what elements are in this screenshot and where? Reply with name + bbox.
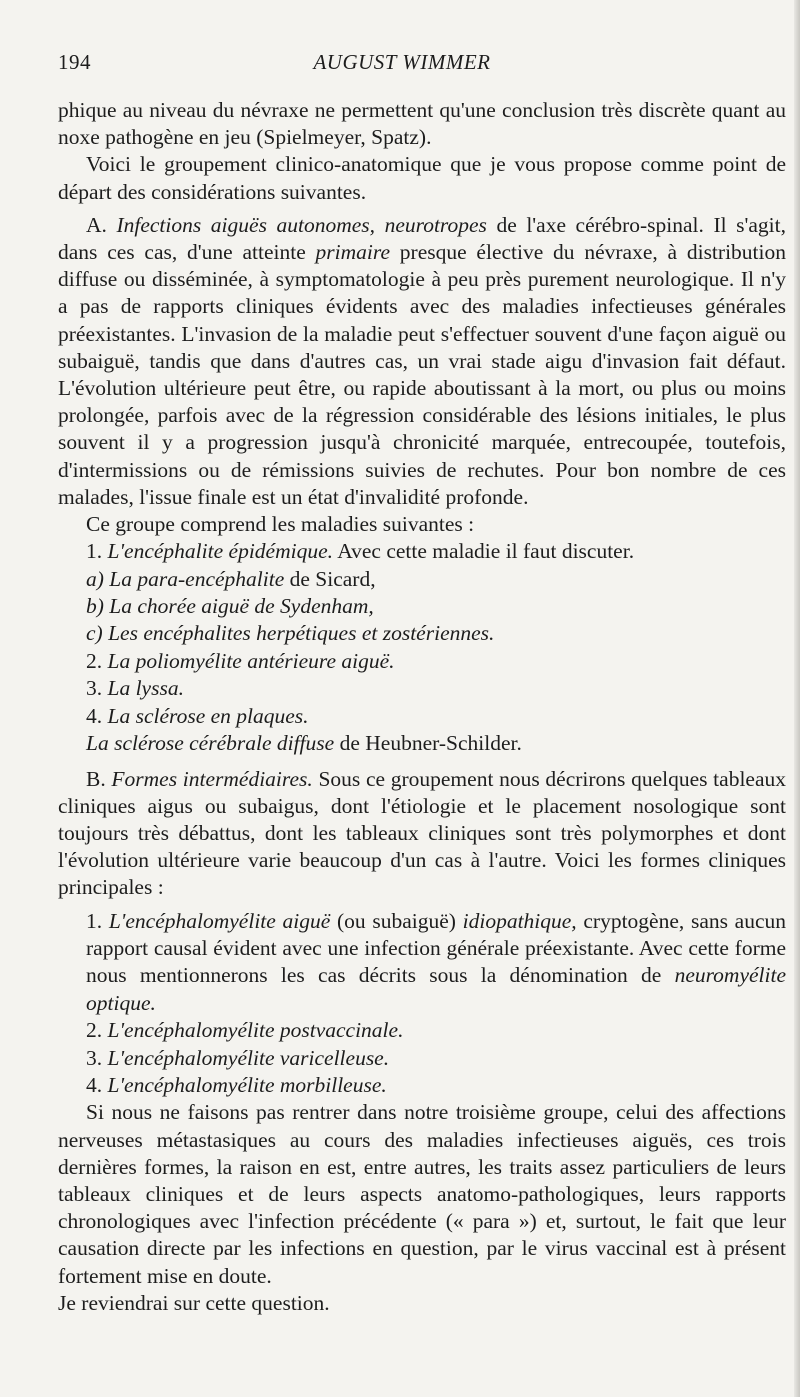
section-a-title: Infections aiguës autonomes, neurotropes [116, 212, 487, 237]
list-item [58, 620, 786, 647]
item-number: 2. [86, 648, 103, 673]
item-title: Les encéphalites herpétiques et zostériennes. [108, 621, 495, 646]
item-number: a) [86, 566, 104, 591]
paragraph-continuation: phique au niveau du névraxe ne permettent qu'une conclusion très discrète quant au noxe pathogène en jeu (Spielmeyer, Spatz). [58, 98, 786, 150]
item-number: b) [86, 594, 104, 619]
list-item [58, 1017, 786, 1044]
item-number: c) [86, 621, 103, 646]
item-title: L'encéphalite épidémique. [107, 539, 333, 564]
list-item [58, 566, 786, 593]
list-item [58, 908, 786, 1018]
item-title: L'encéphalomyélite postvaccinale. [107, 1018, 404, 1043]
section-b-title: Formes intermédiaires. [111, 766, 313, 791]
paragraph-group-intro: Ce groupe comprend les maladies suivantes : [86, 512, 475, 537]
list-item [58, 730, 786, 757]
section-b-text: Sous ce groupement nous décrirons quelques tableaux cliniques aigus ou subaigus, dont l'étiologie et le placement nosologique sont toujours très débattus, dont les tableaux cliniques sont très polymorphes et dont l'évolution ultérieure varie beaucoup d'un cas à l'autre. Voici les formes cliniques principales : [58, 766, 787, 900]
list-item [58, 1072, 786, 1099]
list-item [58, 538, 786, 565]
item-number: 1. [86, 908, 103, 933]
item-italic: idiopathique, [462, 908, 577, 933]
section-a-italic: primaire [315, 240, 390, 265]
item-number: 3. [86, 1045, 103, 1070]
paragraph-grouping-intro: Voici le groupement clinico-anatomique que je vous propose comme point de départ des considérations suivantes. [58, 152, 786, 204]
item-text: de Sicard, [284, 566, 376, 591]
item-number: 2. [86, 1018, 103, 1043]
item-title: L'encéphalomyélite varicelleuse. [107, 1045, 390, 1070]
book-page [58, 50, 786, 1317]
section-b-label: B. [86, 766, 106, 791]
item-number: 1. [86, 539, 103, 564]
item-text: (ou subaiguë) [330, 908, 463, 933]
running-header [58, 50, 786, 75]
list-item [58, 1045, 786, 1072]
item-text-cont: cryptogène, sans aucun rapport causal évident avec une infection générale préexistante. Avec cette forme nous mentionnerons les cas décrits sous la dénomination de [86, 908, 787, 988]
item-number: 3. [86, 676, 103, 701]
item-title: La poliomyélite antérieure aiguë. [107, 648, 395, 673]
paragraph-closing: Si nous ne faisons pas rentrer dans notre troisième groupe, celui des affections nerveuses métastasiques au cours des maladies infectieuses aiguës, ces trois dernières formes, la raison en est, entre autres, les traits assez particuliers de leurs tableaux cliniques et de leurs aspects anatomo-pathologiques, leurs rapports chronologiques avec l'infection précédente (« para ») et, surtout, le fait que leur causation directe par les infections en question, par le virus vaccinal est à présent fortement mise en doute. [58, 1100, 786, 1288]
section-a-text: de l'axe cérébro-spinal. Il s'agit, dans ces cas, d'une atteinte [58, 212, 786, 265]
running-title: AUGUST WIMMER [313, 50, 491, 74]
paragraph-section-a [58, 212, 786, 511]
item-title: L'encéphalomyélite morbilleuse. [107, 1072, 387, 1097]
list-item [58, 593, 786, 620]
list-item [58, 703, 786, 730]
item-title: La para-encéphalite [109, 566, 285, 591]
item-title: La sclérose cérébrale diffuse [86, 731, 335, 756]
item-number: 4. [86, 703, 103, 728]
paragraph-section-b [58, 766, 786, 902]
list-item [58, 675, 786, 702]
item-text: Avec cette maladie il faut discuter. [333, 539, 635, 564]
paragraph-final: Je reviendrai sur cette question. [58, 1290, 330, 1315]
list-item [58, 648, 786, 675]
section-a-label: A. [86, 212, 107, 237]
item-italic-end: neuromyélite optique. [86, 963, 786, 1015]
item-title: La sclérose en plaques. [107, 703, 309, 728]
item-number: 4. [86, 1072, 103, 1097]
item-title: La chorée aiguë de Sydenham, [109, 594, 374, 619]
page-edge-shadow [794, 0, 800, 1397]
page-number: 194 [58, 50, 91, 74]
item-title: L'encéphalomyélite aiguë [108, 908, 331, 933]
section-a-text-cont: presque élective du névraxe, à distribution diffuse ou disséminée, à symptomatologie à peu près purement neurologique. Il n'y a pas de rapports cliniques évidents avec des maladies infectieuses générales préexistantes. L'invasion de la maladie peut s'effectuer souvent d'une façon aiguë ou subaiguë, tandis que dans d'autres cas, un vrai stade aigu d'invasion fait défaut. L'évolution ultérieure peut être, ou rapide aboutissant à la mort, ou plus ou moins prolongée, parfois avec de la régression considérable des lésions initiales, le plus souvent il y a progression jusqu'à chronicité marquée, entrecoupée, toutefois, d'intermissions ou de rémissions suivies de rechutes. Pour bon nombre de ces malades, l'issue finale est un état d'invalidité profonde. [58, 240, 786, 509]
item-text: de Heubner-Schilder. [334, 731, 522, 756]
item-title: La lyssa. [107, 676, 184, 701]
